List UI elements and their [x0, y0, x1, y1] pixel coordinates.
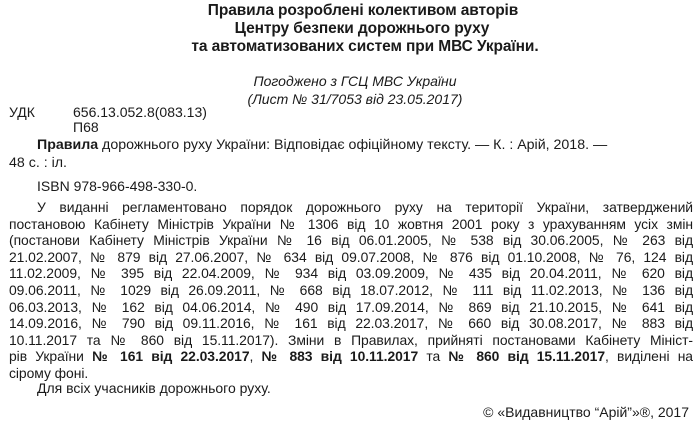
annotation-line-3: (постанови Кабінету Міністрів України № 16 від 06.01.2005, № 538 від 30.06.2005, № 263 від: [9, 232, 693, 249]
authors-header-line-3: та автоматизованих систем при МВС України.: [191, 38, 539, 55]
citation-title: Правила: [37, 137, 99, 153]
resolution-161-bold: № 161 від 22.03.2017: [92, 348, 250, 365]
annotation-line-10: [9, 348, 693, 365]
annotation-line-10-suffix: , виділені на: [605, 348, 693, 365]
udk-code: 656.13.052.8(083.13): [73, 104, 207, 120]
annotation-line-11: сірому фоні.: [9, 364, 89, 381]
bibliographic-citation: [9, 136, 677, 172]
annotation-line-10-prefix: рів України: [9, 348, 93, 365]
approval-line-1: Погоджено з ГСЦ МВС України: [253, 73, 457, 89]
annotation-line-2: постановою Кабінету Міністрів України № 1306 від 10 жовтня 2001 року з урахуванням усіх змін: [9, 215, 693, 232]
annotation-line-5: 11.02.2009, № 395 від 22.04.2009, № 934 від 03.09.2009, № 435 від 20.04.2011, № 620 від: [9, 265, 693, 282]
approval-note: [205, 72, 505, 108]
copyright-notice: © «Видавництво “Арій”»®, 2017: [483, 404, 689, 420]
resolution-860-bold: № 860 від 15.11.2017: [448, 348, 606, 365]
isbn: ISBN 978-966-498-330-0.: [37, 178, 198, 194]
authors-header-line-1: Правила розроблені колективом авторів: [207, 2, 519, 19]
annotation-line-9: 10.11.2017 та № 860 від 15.11.2017). Зміни в Правилах, прийняті постановами Кабінету Мініст-: [9, 331, 693, 348]
annotation-sep-2: та: [418, 348, 449, 365]
audience-note: Для всіх учасників дорожнього руху.: [37, 380, 271, 396]
udk-label: УДК: [9, 104, 35, 120]
authors-header: [0, 2, 700, 56]
annotation-line-4: 21.02.2007, № 879 від 27.06.2007, № 634 від 09.07.2008, № 876 від 01.10.2008, № 76, 124 від: [9, 248, 693, 265]
citation-line-1-rest: дорожнього руху України: Відповідає офіційному тексту. — К. : Арій, 2018. —: [98, 137, 608, 153]
annotation-line-8: 14.09.2016, № 790 від 09.11.2016, № 161 від 22.03.2017, № 660 від 30.08.2017, № 883 від: [9, 315, 693, 332]
author-mark: П68: [73, 119, 99, 135]
approval-line-2: (Лист № 31/7053 від 23.05.2017): [247, 91, 463, 107]
annotation-line-7: 06.03.2013, № 162 від 04.06.2014, № 490 від 17.09.2014, № 869 від 21.10.2015, № 641 від: [9, 298, 693, 315]
resolution-883-bold: № 883 від 10.11.2017: [261, 348, 419, 365]
annotation-line-1: У виданні регламентовано порядок дорожнього руху на території України, затверджений: [37, 199, 693, 215]
citation-line-2: 48 с. : іл.: [9, 155, 67, 171]
authors-header-line-2: Центру безпеки дорожнього руху: [234, 20, 490, 37]
annotation-line-6: 09.06.2011, № 1029 від 26.09.2011, № 668 від 18.07.2012, № 111 від 11.02.2013, № 136 від: [9, 281, 693, 298]
udk-classification: [9, 104, 207, 121]
annotation-paragraph: [9, 199, 693, 382]
annotation-sep-1: ,: [249, 348, 262, 365]
citation-line-1: [37, 136, 677, 154]
